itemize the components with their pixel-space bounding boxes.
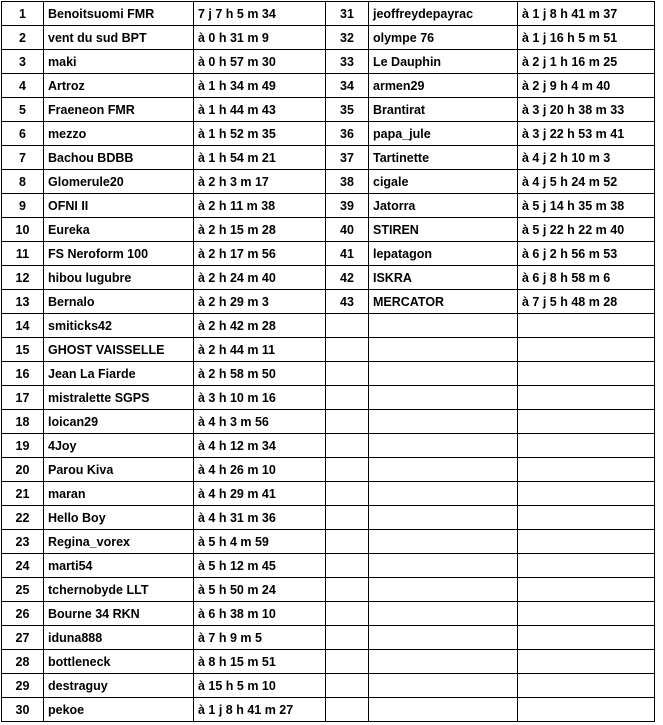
name-cell bbox=[369, 578, 518, 602]
time-cell: à 5 j 22 h 22 m 40 bbox=[518, 218, 655, 242]
time-cell: à 1 j 8 h 41 m 37 bbox=[518, 2, 655, 26]
name-cell: hibou lugubre bbox=[44, 266, 194, 290]
rank-cell: 23 bbox=[2, 530, 44, 554]
table-row bbox=[2, 362, 655, 386]
rank-cell bbox=[326, 530, 369, 554]
rank-cell bbox=[326, 362, 369, 386]
time-cell: à 5 j 14 h 35 m 38 bbox=[518, 194, 655, 218]
name-cell: olympe 76 bbox=[369, 26, 518, 50]
rank-cell bbox=[326, 386, 369, 410]
table-row bbox=[2, 410, 655, 434]
name-cell bbox=[369, 386, 518, 410]
table-row bbox=[2, 98, 655, 122]
rank-cell: 3 bbox=[2, 50, 44, 74]
rank-cell bbox=[326, 338, 369, 362]
name-cell: iduna888 bbox=[44, 626, 194, 650]
rank-cell bbox=[326, 434, 369, 458]
time-cell: à 2 j 9 h 4 m 40 bbox=[518, 74, 655, 98]
name-cell: lepatagon bbox=[369, 242, 518, 266]
time-cell: à 2 h 42 m 28 bbox=[194, 314, 326, 338]
name-cell: marti54 bbox=[44, 554, 194, 578]
rank-cell: 5 bbox=[2, 98, 44, 122]
time-cell: à 5 h 12 m 45 bbox=[194, 554, 326, 578]
rank-cell: 1 bbox=[2, 2, 44, 26]
table-row bbox=[2, 650, 655, 674]
table-row bbox=[2, 602, 655, 626]
time-cell: à 6 j 2 h 56 m 53 bbox=[518, 242, 655, 266]
rank-cell: 22 bbox=[2, 506, 44, 530]
rank-cell bbox=[326, 410, 369, 434]
name-cell bbox=[369, 458, 518, 482]
table-row bbox=[2, 242, 655, 266]
table-row bbox=[2, 2, 655, 26]
time-cell: à 1 h 52 m 35 bbox=[194, 122, 326, 146]
name-cell: Eureka bbox=[44, 218, 194, 242]
table-row bbox=[2, 218, 655, 242]
name-cell: cigale bbox=[369, 170, 518, 194]
name-cell: maran bbox=[44, 482, 194, 506]
table-row bbox=[2, 74, 655, 98]
name-cell: Tartinette bbox=[369, 146, 518, 170]
time-cell: à 2 h 24 m 40 bbox=[194, 266, 326, 290]
rank-cell bbox=[326, 674, 369, 698]
time-cell: à 1 h 44 m 43 bbox=[194, 98, 326, 122]
rank-cell: 14 bbox=[2, 314, 44, 338]
rank-cell bbox=[326, 482, 369, 506]
table-row bbox=[2, 578, 655, 602]
name-cell bbox=[369, 554, 518, 578]
rank-cell bbox=[326, 506, 369, 530]
time-cell: à 4 h 12 m 34 bbox=[194, 434, 326, 458]
rank-cell bbox=[326, 554, 369, 578]
time-cell: à 4 h 31 m 36 bbox=[194, 506, 326, 530]
time-cell: à 2 h 29 m 3 bbox=[194, 290, 326, 314]
rank-cell: 26 bbox=[2, 602, 44, 626]
name-cell bbox=[369, 338, 518, 362]
rank-cell bbox=[326, 578, 369, 602]
time-cell: à 3 j 22 h 53 m 41 bbox=[518, 122, 655, 146]
time-cell bbox=[518, 410, 655, 434]
table-row bbox=[2, 26, 655, 50]
time-cell: à 5 h 50 m 24 bbox=[194, 578, 326, 602]
table-row bbox=[2, 338, 655, 362]
time-cell: à 3 h 10 m 16 bbox=[194, 386, 326, 410]
rank-cell: 15 bbox=[2, 338, 44, 362]
time-cell: à 7 h 9 m 5 bbox=[194, 626, 326, 650]
rank-cell: 33 bbox=[326, 50, 369, 74]
time-cell: à 1 j 8 h 41 m 27 bbox=[194, 698, 326, 722]
time-cell: à 2 h 11 m 38 bbox=[194, 194, 326, 218]
rank-cell: 4 bbox=[2, 74, 44, 98]
rank-cell: 30 bbox=[2, 698, 44, 722]
name-cell bbox=[369, 482, 518, 506]
name-cell: bottleneck bbox=[44, 650, 194, 674]
time-cell bbox=[518, 506, 655, 530]
name-cell: Brantirat bbox=[369, 98, 518, 122]
time-cell bbox=[518, 362, 655, 386]
name-cell bbox=[369, 434, 518, 458]
name-cell: OFNI II bbox=[44, 194, 194, 218]
name-cell bbox=[369, 362, 518, 386]
table-row bbox=[2, 266, 655, 290]
name-cell: Glomerule20 bbox=[44, 170, 194, 194]
rank-cell: 19 bbox=[2, 434, 44, 458]
rank-cell: 20 bbox=[2, 458, 44, 482]
results-table bbox=[1, 1, 655, 722]
name-cell: loican29 bbox=[44, 410, 194, 434]
rank-cell: 7 bbox=[2, 146, 44, 170]
time-cell: à 1 h 54 m 21 bbox=[194, 146, 326, 170]
time-cell: à 1 j 16 h 5 m 51 bbox=[518, 26, 655, 50]
time-cell: 7 j 7 h 5 m 34 bbox=[194, 2, 326, 26]
name-cell bbox=[369, 674, 518, 698]
time-cell: à 4 j 2 h 10 m 3 bbox=[518, 146, 655, 170]
time-cell bbox=[518, 458, 655, 482]
table-row bbox=[2, 194, 655, 218]
time-cell: à 1 h 34 m 49 bbox=[194, 74, 326, 98]
rank-cell: 32 bbox=[326, 26, 369, 50]
table-row bbox=[2, 674, 655, 698]
table-row bbox=[2, 290, 655, 314]
name-cell: mezzo bbox=[44, 122, 194, 146]
table-row bbox=[2, 122, 655, 146]
time-cell bbox=[518, 578, 655, 602]
time-cell: à 3 j 20 h 38 m 33 bbox=[518, 98, 655, 122]
rank-cell bbox=[326, 314, 369, 338]
rank-cell: 43 bbox=[326, 290, 369, 314]
time-cell: à 4 h 29 m 41 bbox=[194, 482, 326, 506]
name-cell: Bourne 34 RKN bbox=[44, 602, 194, 626]
name-cell bbox=[369, 530, 518, 554]
time-cell: à 4 j 5 h 24 m 52 bbox=[518, 170, 655, 194]
table-row bbox=[2, 482, 655, 506]
table-row bbox=[2, 434, 655, 458]
name-cell: maki bbox=[44, 50, 194, 74]
table-row bbox=[2, 626, 655, 650]
time-cell bbox=[518, 674, 655, 698]
rank-cell: 42 bbox=[326, 266, 369, 290]
rank-cell: 37 bbox=[326, 146, 369, 170]
time-cell bbox=[518, 530, 655, 554]
name-cell: Bernalo bbox=[44, 290, 194, 314]
table-row bbox=[2, 50, 655, 74]
name-cell: Fraeneon FMR bbox=[44, 98, 194, 122]
name-cell bbox=[369, 626, 518, 650]
name-cell: Jatorra bbox=[369, 194, 518, 218]
name-cell: Bachou BDBB bbox=[44, 146, 194, 170]
rank-cell: 6 bbox=[2, 122, 44, 146]
time-cell: à 7 j 5 h 48 m 28 bbox=[518, 290, 655, 314]
time-cell bbox=[518, 386, 655, 410]
name-cell: mistralette SGPS bbox=[44, 386, 194, 410]
rank-cell: 29 bbox=[2, 674, 44, 698]
time-cell bbox=[518, 314, 655, 338]
table-row bbox=[2, 530, 655, 554]
rank-cell: 13 bbox=[2, 290, 44, 314]
name-cell: smiticks42 bbox=[44, 314, 194, 338]
rank-cell: 36 bbox=[326, 122, 369, 146]
rank-cell: 21 bbox=[2, 482, 44, 506]
rank-cell: 34 bbox=[326, 74, 369, 98]
time-cell bbox=[518, 338, 655, 362]
table-row bbox=[2, 698, 655, 722]
name-cell bbox=[369, 410, 518, 434]
time-cell: à 2 h 44 m 11 bbox=[194, 338, 326, 362]
name-cell: Hello Boy bbox=[44, 506, 194, 530]
name-cell: GHOST VAISSELLE bbox=[44, 338, 194, 362]
rank-cell: 39 bbox=[326, 194, 369, 218]
name-cell: MERCATOR bbox=[369, 290, 518, 314]
name-cell: Parou Kiva bbox=[44, 458, 194, 482]
rank-cell: 12 bbox=[2, 266, 44, 290]
name-cell: Regina_vorex bbox=[44, 530, 194, 554]
table-row bbox=[2, 146, 655, 170]
time-cell bbox=[518, 650, 655, 674]
time-cell: à 6 j 8 h 58 m 6 bbox=[518, 266, 655, 290]
time-cell bbox=[518, 626, 655, 650]
name-cell: FS Neroform 100 bbox=[44, 242, 194, 266]
time-cell: à 2 j 1 h 16 m 25 bbox=[518, 50, 655, 74]
name-cell: tchernobyde LLT bbox=[44, 578, 194, 602]
rank-cell: 17 bbox=[2, 386, 44, 410]
table-row bbox=[2, 170, 655, 194]
rank-cell: 10 bbox=[2, 218, 44, 242]
time-cell: à 0 h 31 m 9 bbox=[194, 26, 326, 50]
table-row bbox=[2, 314, 655, 338]
rank-cell: 9 bbox=[2, 194, 44, 218]
rank-cell: 18 bbox=[2, 410, 44, 434]
rank-cell: 38 bbox=[326, 170, 369, 194]
rank-cell: 24 bbox=[2, 554, 44, 578]
time-cell: à 8 h 15 m 51 bbox=[194, 650, 326, 674]
time-cell bbox=[518, 602, 655, 626]
time-cell: à 0 h 57 m 30 bbox=[194, 50, 326, 74]
rank-cell: 25 bbox=[2, 578, 44, 602]
name-cell: ISKRA bbox=[369, 266, 518, 290]
name-cell: papa_jule bbox=[369, 122, 518, 146]
results-table-body bbox=[2, 2, 655, 722]
name-cell: armen29 bbox=[369, 74, 518, 98]
name-cell: STIREN bbox=[369, 218, 518, 242]
rank-cell: 40 bbox=[326, 218, 369, 242]
rank-cell: 31 bbox=[326, 2, 369, 26]
time-cell: à 6 h 38 m 10 bbox=[194, 602, 326, 626]
rank-cell: 2 bbox=[2, 26, 44, 50]
rank-cell bbox=[326, 698, 369, 722]
table-row bbox=[2, 386, 655, 410]
time-cell: à 15 h 5 m 10 bbox=[194, 674, 326, 698]
rank-cell bbox=[326, 458, 369, 482]
rank-cell: 8 bbox=[2, 170, 44, 194]
name-cell: Artroz bbox=[44, 74, 194, 98]
rank-cell: 41 bbox=[326, 242, 369, 266]
time-cell bbox=[518, 482, 655, 506]
time-cell: à 4 h 26 m 10 bbox=[194, 458, 326, 482]
time-cell bbox=[518, 434, 655, 458]
rank-cell: 27 bbox=[2, 626, 44, 650]
name-cell: Jean La Fiarde bbox=[44, 362, 194, 386]
time-cell: à 4 h 3 m 56 bbox=[194, 410, 326, 434]
name-cell: jeoffreydepayrac bbox=[369, 2, 518, 26]
time-cell: à 2 h 15 m 28 bbox=[194, 218, 326, 242]
name-cell bbox=[369, 602, 518, 626]
name-cell: destraguy bbox=[44, 674, 194, 698]
time-cell: à 2 h 17 m 56 bbox=[194, 242, 326, 266]
time-cell: à 2 h 58 m 50 bbox=[194, 362, 326, 386]
name-cell: pekoe bbox=[44, 698, 194, 722]
time-cell: à 5 h 4 m 59 bbox=[194, 530, 326, 554]
rank-cell: 35 bbox=[326, 98, 369, 122]
time-cell bbox=[518, 554, 655, 578]
name-cell bbox=[369, 698, 518, 722]
name-cell: Le Dauphin bbox=[369, 50, 518, 74]
time-cell: à 2 h 3 m 17 bbox=[194, 170, 326, 194]
name-cell: Benoitsuomi FMR bbox=[44, 2, 194, 26]
rank-cell bbox=[326, 626, 369, 650]
table-row bbox=[2, 506, 655, 530]
name-cell bbox=[369, 650, 518, 674]
name-cell: vent du sud BPT bbox=[44, 26, 194, 50]
rank-cell bbox=[326, 602, 369, 626]
table-row bbox=[2, 458, 655, 482]
time-cell bbox=[518, 698, 655, 722]
rank-cell bbox=[326, 650, 369, 674]
table-row bbox=[2, 554, 655, 578]
rank-cell: 28 bbox=[2, 650, 44, 674]
rank-cell: 11 bbox=[2, 242, 44, 266]
rank-cell: 16 bbox=[2, 362, 44, 386]
name-cell bbox=[369, 506, 518, 530]
name-cell: 4Joy bbox=[44, 434, 194, 458]
name-cell bbox=[369, 314, 518, 338]
